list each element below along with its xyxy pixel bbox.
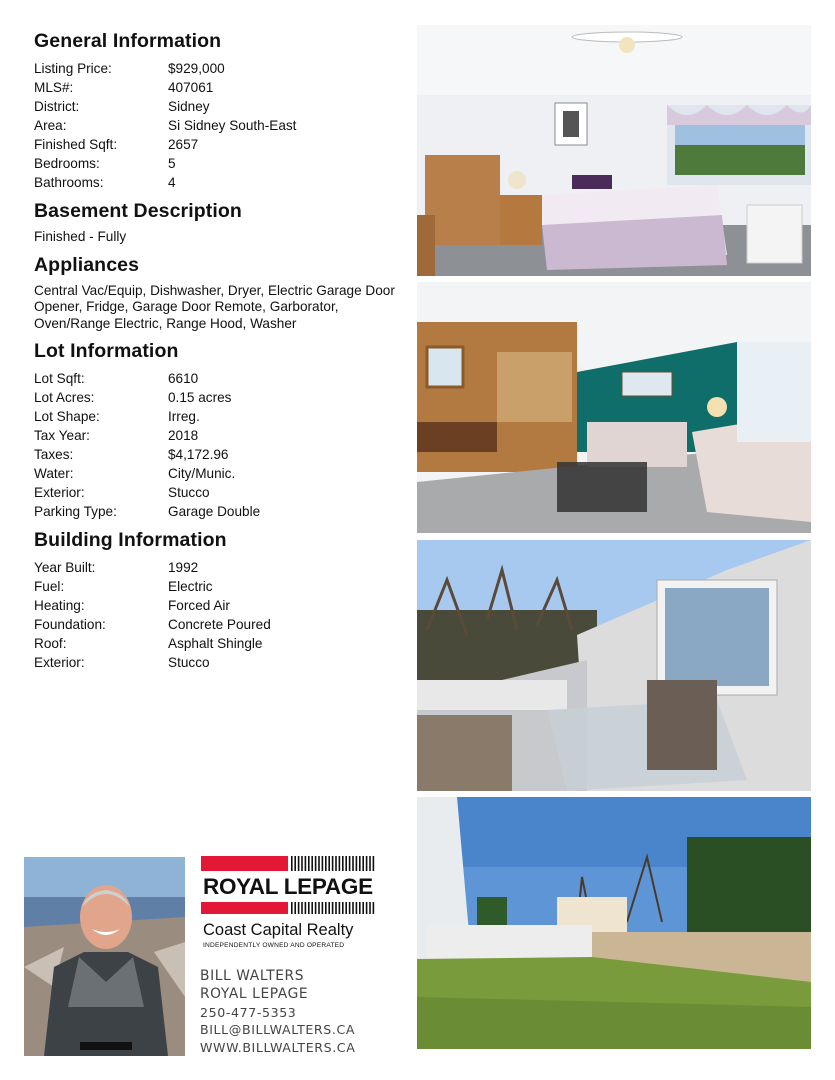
logo-bar: [352, 902, 354, 914]
agent-photo: [24, 857, 185, 1056]
basement-section: [34, 200, 404, 246]
bedroom-photo: [417, 25, 811, 276]
info-row: [34, 135, 404, 154]
property-details: [34, 30, 404, 680]
logo-bar: [345, 902, 347, 914]
logo-bar: [301, 902, 303, 914]
section-title: Lot Information: [34, 340, 179, 362]
agent-website-link[interactable]: WWW.BILLWALTERS.CA: [200, 1040, 356, 1056]
logo-bar: [325, 902, 327, 914]
info-value: Electric: [168, 579, 213, 594]
logo-bar: [359, 856, 361, 871]
logo-bar: [359, 902, 361, 914]
info-label: Tax Year:: [34, 428, 90, 443]
info-label: Water:: [34, 466, 74, 481]
agent-name: BILL WALTERS: [200, 968, 305, 984]
logo-bar: [373, 902, 375, 914]
general-info-list: [34, 59, 404, 192]
logo-bar: [335, 902, 337, 914]
appliances-text: Central Vac/Equip, Dishwasher, Dryer, Electric Garage Door Opener, Fridge, Garage Door Remote, Garborator, Oven/Range Electric, Range Hood, Washer: [34, 282, 395, 331]
info-label: Bedrooms:: [34, 156, 100, 171]
logo-bar: [328, 856, 330, 871]
info-row: [34, 407, 404, 426]
info-row: [34, 558, 404, 577]
logo-office-name: Coast Capital Realty: [203, 921, 354, 939]
logo-bar: [369, 856, 371, 871]
info-label: Bathrooms:: [34, 175, 104, 190]
info-value: Si Sidney South-East: [168, 118, 297, 133]
lot-information-section: [34, 340, 404, 521]
logo-bar: [349, 856, 351, 871]
info-label: Listing Price:: [34, 61, 112, 76]
agent-email-link[interactable]: BILL@BILLWALTERS.CA: [200, 1022, 356, 1038]
info-label: Lot Acres:: [34, 390, 95, 405]
info-label: Area:: [34, 118, 67, 133]
logo-bar: [328, 902, 330, 914]
logo-bar: [298, 856, 300, 871]
info-label: District:: [34, 99, 80, 114]
info-value: $929,000: [168, 61, 225, 76]
info-label: Lot Shape:: [34, 409, 100, 424]
info-label: Parking Type:: [34, 504, 117, 519]
info-value: Sidney: [168, 99, 210, 114]
logo-bar: [305, 856, 307, 871]
info-label: Year Built:: [34, 560, 96, 575]
royal-lepage-logo: [201, 856, 376, 950]
section-title: General Information: [34, 30, 222, 52]
info-row: [34, 173, 404, 192]
logo-bar: [325, 856, 327, 871]
logo-bar: [345, 856, 347, 871]
info-value: Concrete Poured: [168, 617, 271, 632]
section-title: Basement Description: [34, 200, 242, 222]
info-value: 2657: [168, 137, 199, 152]
info-label: Lot Sqft:: [34, 371, 85, 386]
logo-bar: [332, 856, 334, 871]
section-title: Appliances: [34, 253, 140, 276]
info-row: [34, 426, 404, 445]
logo-bar: [318, 856, 320, 871]
info-row: [34, 78, 404, 97]
logo-bar: [332, 902, 334, 914]
info-row: [34, 445, 404, 464]
info-value: $4,172.96: [168, 447, 229, 462]
logo-bar: [342, 856, 344, 871]
info-value: Irreg.: [168, 409, 200, 424]
info-value: Forced Air: [168, 598, 230, 613]
general-information-section: [34, 30, 404, 192]
info-row: [34, 154, 404, 173]
info-value: 2018: [168, 428, 199, 443]
info-value: City/Munic.: [168, 466, 236, 481]
info-row: [34, 653, 404, 672]
backyard-photo: [417, 797, 811, 1049]
logo-bar: [342, 902, 344, 914]
logo-bar: [373, 856, 375, 871]
info-row: [34, 116, 404, 135]
info-row: [34, 596, 404, 615]
info-label: Taxes:: [34, 447, 74, 462]
logo-bar: [339, 902, 341, 914]
logo-bar: [291, 856, 293, 871]
logo-bar: [298, 902, 300, 914]
logo-bar: [308, 902, 310, 914]
info-value: Garage Double: [168, 504, 261, 519]
logo-bar: [366, 902, 368, 914]
basement-text: Finished - Fully: [34, 229, 127, 244]
info-value: Stucco: [168, 485, 210, 500]
logo-bar: [356, 902, 358, 914]
logo-bar: [339, 856, 341, 871]
info-row: [34, 464, 404, 483]
info-row: [34, 59, 404, 78]
logo-tagline: INDEPENDENTLY OWNED AND OPERATED: [203, 942, 345, 949]
info-value: 4: [168, 175, 176, 190]
logo-bar: [349, 902, 351, 914]
info-value: Stucco: [168, 655, 210, 670]
info-label: Exterior:: [34, 485, 85, 500]
section-title: Building Information: [34, 529, 227, 551]
deck-photo: [417, 540, 811, 791]
logo-bar: [335, 856, 337, 871]
lot-info-list: [34, 369, 404, 521]
logo-bar: [362, 856, 364, 871]
info-label: Finished Sqft:: [34, 137, 118, 152]
logo-bar: [294, 856, 296, 871]
info-label: MLS#:: [34, 80, 74, 95]
info-row: [34, 97, 404, 116]
appliances-section: [34, 254, 404, 333]
info-value: 1992: [168, 560, 199, 575]
logo-bar: [311, 902, 313, 914]
info-label: Roof:: [34, 636, 67, 651]
logo-bar: [366, 856, 368, 871]
logo-bar: [315, 856, 317, 871]
logo-bar: [322, 902, 324, 914]
logo-bar: [318, 902, 320, 914]
agent-phone[interactable]: 250-477-5353: [200, 1004, 297, 1020]
building-information-section: [34, 529, 404, 672]
info-label: Foundation:: [34, 617, 106, 632]
logo-bar: [305, 902, 307, 914]
logo-bar: [352, 856, 354, 871]
info-value: 0.15 acres: [168, 390, 232, 405]
logo-bar: [362, 902, 364, 914]
logo-bar: [311, 856, 313, 871]
logo-bar: [291, 902, 293, 914]
logo-bar: [301, 856, 303, 871]
info-row: [34, 369, 404, 388]
info-row: [34, 502, 404, 521]
info-value: Asphalt Shingle: [168, 636, 263, 651]
logo-bar: [308, 856, 310, 871]
info-label: Exterior:: [34, 655, 85, 670]
info-label: Heating:: [34, 598, 85, 613]
info-row: [34, 388, 404, 407]
agent-contact: [200, 968, 355, 1057]
info-row: [34, 634, 404, 653]
info-row: [34, 615, 404, 634]
info-row: [34, 483, 404, 502]
info-row: [34, 577, 404, 596]
info-value: 6610: [168, 371, 199, 386]
info-value: 407061: [168, 80, 214, 95]
living-room-photo: [417, 282, 811, 533]
logo-bar: [356, 856, 358, 871]
logo-bar: [294, 902, 296, 914]
building-info-list: [34, 558, 404, 672]
info-label: Fuel:: [34, 579, 65, 594]
agent-company: ROYAL LEPAGE: [200, 985, 309, 1002]
logo-bar: [322, 856, 324, 871]
logo-bar: [315, 902, 317, 914]
info-value: 5: [168, 156, 176, 171]
logo-wordmark: ROYAL LEPAGE: [203, 874, 373, 899]
logo-bar: [369, 902, 371, 914]
